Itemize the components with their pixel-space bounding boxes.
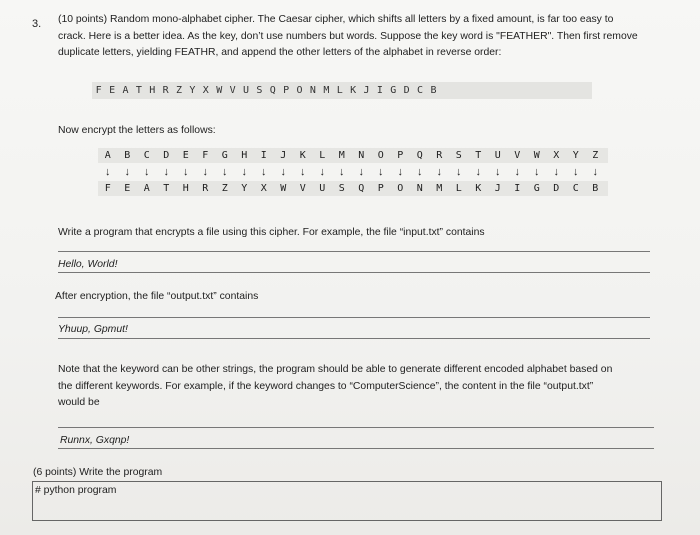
note-text — [58, 362, 658, 412]
cipher-letter: Z — [221, 183, 228, 194]
plain-letter: I — [260, 150, 267, 161]
down-arrow-icon: ↓ — [534, 166, 540, 178]
plain-letter: H — [241, 150, 248, 161]
down-arrow-icon: ↓ — [397, 166, 403, 178]
down-arrow-icon: ↓ — [319, 166, 325, 178]
key-letter: F — [95, 85, 102, 96]
cipher-letter: F — [104, 183, 111, 194]
down-arrow-icon: ↓ — [378, 166, 384, 178]
down-arrow-icon: ↓ — [144, 166, 150, 178]
down-arrow-icon: ↓ — [105, 166, 111, 178]
plain-letter: Y — [572, 150, 579, 161]
input-example: Hello, World! — [58, 259, 118, 270]
cipher-letter: N — [416, 183, 423, 194]
down-arrow-icon: ↓ — [358, 166, 364, 178]
plain-letter: A — [104, 150, 111, 161]
answer-line-top — [58, 427, 654, 428]
down-arrow-icon: ↓ — [163, 166, 169, 178]
plain-letter: O — [377, 150, 384, 161]
key-letter: R — [162, 85, 169, 96]
cipher-letter: L — [455, 183, 462, 194]
cipher-letter: H — [182, 183, 189, 194]
down-arrow-icon: ↓ — [553, 166, 559, 178]
key-letter: B — [430, 85, 437, 96]
cipher-alphabet-row — [98, 181, 608, 196]
key-letter: H — [149, 85, 156, 96]
down-arrow-icon: ↓ — [261, 166, 267, 178]
down-arrow-icon: ↓ — [339, 166, 345, 178]
plain-letter: J — [280, 150, 287, 161]
answer-line-bottom — [58, 272, 650, 273]
cipher-letter: G — [533, 183, 540, 194]
cipher-letter: C — [572, 183, 579, 194]
cipher-letter: D — [553, 183, 560, 194]
cipher-letter: T — [163, 183, 170, 194]
key-letter: A — [122, 85, 129, 96]
down-arrow-icon: ↓ — [475, 166, 481, 178]
note-line: the different keywords. For example, if the keyword changes to “ComputerScience”, the content in the file “output.txt” — [58, 380, 594, 392]
key-letter: U — [242, 85, 249, 96]
answer-line-top — [58, 317, 650, 318]
key-letter: Q — [269, 85, 276, 96]
plain-letter: C — [143, 150, 150, 161]
part2-title: (6 points) Write the program — [33, 467, 163, 478]
key-letter: T — [135, 85, 142, 96]
plain-letter: T — [475, 150, 482, 161]
output-example: Yhuup, Gpmut! — [58, 324, 128, 335]
key-letter: X — [202, 85, 209, 96]
plain-letter: D — [163, 150, 170, 161]
plain-letter: W — [533, 150, 540, 161]
plain-letter: E — [182, 150, 189, 161]
note-example: Runnx, Gxqnp! — [60, 435, 130, 446]
down-arrow-icon: ↓ — [222, 166, 228, 178]
plain-letter: R — [436, 150, 443, 161]
plain-letter: B — [124, 150, 131, 161]
plain-letter: X — [553, 150, 560, 161]
plain-letter: Z — [592, 150, 599, 161]
key-letter: D — [403, 85, 410, 96]
down-arrow-icon: ↓ — [124, 166, 130, 178]
cipher-letter: Q — [358, 183, 365, 194]
key-letter: C — [417, 85, 424, 96]
key-letter: Z — [176, 85, 183, 96]
question-intro — [58, 12, 658, 62]
after-text: After encryption, the file “output.txt” contains — [55, 291, 259, 302]
code-text[interactable]: # python program — [35, 485, 117, 496]
plain-letter: P — [397, 150, 404, 161]
code-answer-box[interactable] — [32, 481, 662, 521]
program-text: Write a program that encrypts a file using this cipher. For example, the file “input.txt” contains — [58, 227, 485, 238]
cipher-letter: V — [299, 183, 306, 194]
plain-alphabet-row — [98, 148, 608, 163]
key-letter: V — [229, 85, 236, 96]
down-arrow-icon: ↓ — [280, 166, 286, 178]
intro-line: (10 points) Random mono-alphabet cipher. The Caesar cipher, which shifts all letters by a fixed amount, is far too easy to — [58, 14, 614, 25]
intro-line: crack. Here is a better idea. As the key, don’t use numbers but words. Suppose the key word is "FEATHER". Then first remove — [58, 30, 638, 42]
cipher-letter: R — [202, 183, 209, 194]
cipher-letter: U — [319, 183, 326, 194]
down-arrow-icon: ↓ — [417, 166, 423, 178]
note-line: would be — [58, 397, 100, 408]
cipher-letter: X — [260, 183, 267, 194]
intro-line: duplicate letters, yielding FEATHR, and append the other letters of the alphabet in reverse order: — [58, 47, 502, 58]
key-letter: J — [363, 85, 370, 96]
answer-line-bottom — [58, 338, 650, 339]
cipher-letter: A — [143, 183, 150, 194]
key-letter: K — [350, 85, 357, 96]
answer-line-top — [58, 251, 650, 252]
down-arrow-icon: ↓ — [300, 166, 306, 178]
down-arrow-icon: ↓ — [514, 166, 520, 178]
cipher-letter: Y — [241, 183, 248, 194]
encrypt-label: Now encrypt the letters as follows: — [58, 125, 216, 136]
plain-letter: U — [494, 150, 501, 161]
plain-letter: L — [319, 150, 326, 161]
key-letter: G — [390, 85, 397, 96]
key-letter: P — [283, 85, 290, 96]
arrow-row — [98, 163, 608, 181]
cipher-letter: M — [436, 183, 443, 194]
cipher-letter: E — [124, 183, 131, 194]
key-letter: S — [256, 85, 263, 96]
key-letter: E — [109, 85, 116, 96]
key-letter: M — [323, 85, 330, 96]
plain-letter: V — [514, 150, 521, 161]
down-arrow-icon: ↓ — [436, 166, 442, 178]
question-number: 3. — [32, 18, 42, 30]
cipher-letter: S — [338, 183, 345, 194]
cipher-letter: B — [592, 183, 599, 194]
plain-letter: G — [221, 150, 228, 161]
cipher-letter: O — [397, 183, 404, 194]
plain-letter: Q — [416, 150, 423, 161]
plain-letter: S — [455, 150, 462, 161]
key-letter: Y — [189, 85, 196, 96]
cipher-letter: P — [377, 183, 384, 194]
key-letter: O — [296, 85, 303, 96]
key-letter: W — [216, 85, 223, 96]
note-line: Note that the keyword can be other strings, the program should be able to generate different encoded alphabet based on — [58, 364, 613, 375]
answer-line-bottom — [58, 448, 654, 449]
cipher-letter: J — [494, 183, 501, 194]
key-letter: N — [309, 85, 316, 96]
down-arrow-icon: ↓ — [202, 166, 208, 178]
down-arrow-icon: ↓ — [573, 166, 579, 178]
plain-letter: M — [338, 150, 345, 161]
key-letter: L — [336, 85, 343, 96]
plain-letter: F — [202, 150, 209, 161]
down-arrow-icon: ↓ — [456, 166, 462, 178]
cipher-letter: K — [475, 183, 482, 194]
cipher-letter: W — [280, 183, 287, 194]
cipher-letter: I — [514, 183, 521, 194]
down-arrow-icon: ↓ — [241, 166, 247, 178]
plain-letter: K — [299, 150, 306, 161]
key-letter: I — [376, 85, 383, 96]
down-arrow-icon: ↓ — [592, 166, 598, 178]
plain-letter: N — [358, 150, 365, 161]
cipher-mapping-table — [98, 148, 608, 196]
key-alphabet-strip — [92, 82, 592, 99]
down-arrow-icon: ↓ — [495, 166, 501, 178]
down-arrow-icon: ↓ — [183, 166, 189, 178]
